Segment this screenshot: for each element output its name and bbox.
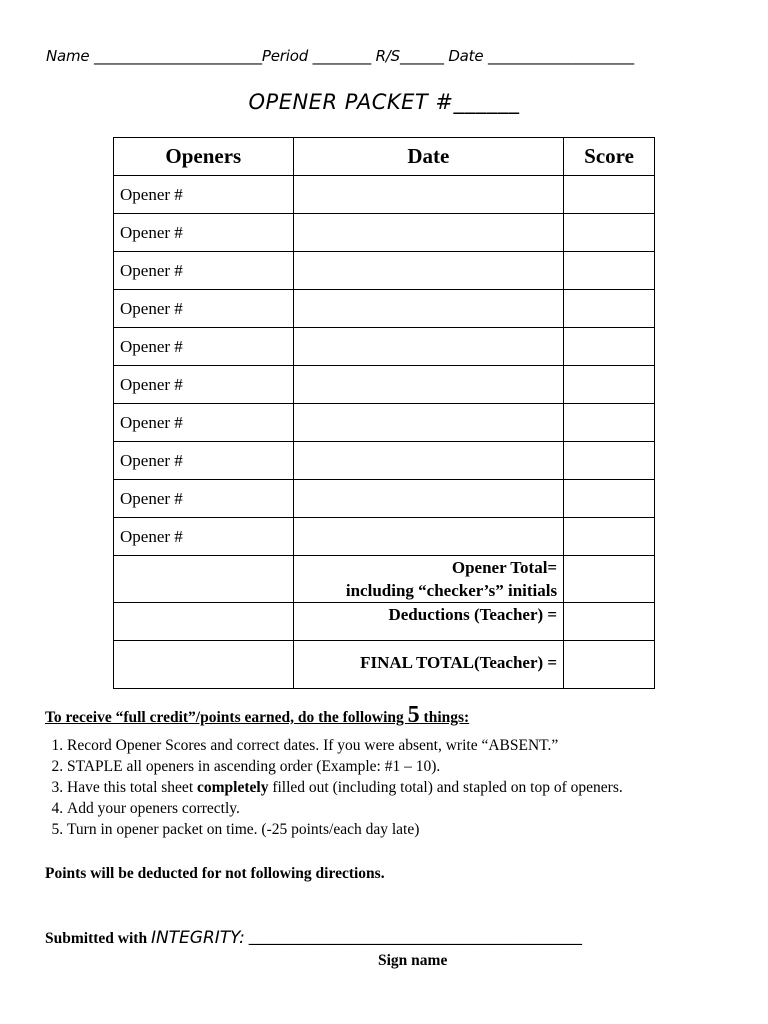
opener-total-line1: Opener Total= <box>451 558 558 577</box>
instructions-heading <box>45 702 745 729</box>
table-header-row <box>114 138 655 176</box>
opener-row <box>114 366 655 404</box>
opener-row <box>114 442 655 480</box>
final-total-label: FINAL TOTAL(Teacher) = <box>293 641 564 689</box>
opener-score-cell[interactable] <box>564 290 655 328</box>
submit-integrity-line <box>45 928 582 948</box>
opener-score-cell[interactable] <box>564 518 655 556</box>
opener-label: Opener # <box>114 480 294 518</box>
opener-row <box>114 518 655 556</box>
opener-total-line2: including “checker’s” initials <box>345 581 558 600</box>
opener-date-cell[interactable] <box>293 252 564 290</box>
final-total-row <box>114 641 655 689</box>
instructions-section <box>45 702 745 840</box>
packet-title: OPENER PACKET #______ <box>248 90 520 114</box>
header-score: Score <box>564 138 655 176</box>
opener-label: Opener # <box>114 366 294 404</box>
opener-date-cell[interactable] <box>293 366 564 404</box>
opener-label: Opener # <box>114 518 294 556</box>
submit-text: Submitted with <box>45 930 151 947</box>
opener-label: Opener # <box>114 328 294 366</box>
header-openers: Openers <box>114 138 294 176</box>
opener-score-cell[interactable] <box>564 480 655 518</box>
opener-date-cell[interactable] <box>293 290 564 328</box>
opener-date-cell[interactable] <box>293 404 564 442</box>
final-blank-cell <box>114 641 294 689</box>
opener-date-cell[interactable] <box>293 328 564 366</box>
opener-total-row <box>114 556 655 603</box>
opener-total-score-cell[interactable] <box>564 556 655 603</box>
header-fields-line: Name _______________________Period ________ R/S______ Date ____________________ <box>46 47 634 65</box>
instruction-3-pre: Have this total sheet <box>67 779 197 796</box>
sign-name-label: Sign name <box>378 952 448 969</box>
opener-score-cell[interactable] <box>564 404 655 442</box>
opener-row <box>114 290 655 328</box>
opener-row <box>114 404 655 442</box>
instruction-3-post: filled out (including total) and stapled on top of openers. <box>268 779 623 796</box>
opener-score-cell[interactable] <box>564 328 655 366</box>
integrity-word: INTEGRITY: <box>150 928 245 948</box>
opener-row <box>114 252 655 290</box>
signature-blank: ___________________________________________ <box>244 930 582 947</box>
instruction-item: 4. Add your openers correctly. <box>67 798 745 819</box>
opener-label: Opener # <box>114 290 294 328</box>
final-total-score-cell[interactable] <box>564 641 655 689</box>
opener-score-cell[interactable] <box>564 252 655 290</box>
opener-score-cell[interactable] <box>564 442 655 480</box>
heading-text-pre: To receive “full credit”/points earned, do the following <box>45 709 408 726</box>
opener-date-cell[interactable] <box>293 442 564 480</box>
opener-row <box>114 328 655 366</box>
deductions-row <box>114 603 655 641</box>
deduction-note: Points will be deducted for not following directions. <box>45 865 385 882</box>
opener-score-cell[interactable] <box>564 214 655 252</box>
opener-label: Opener # <box>114 252 294 290</box>
opener-date-cell[interactable] <box>293 518 564 556</box>
opener-label: Opener # <box>114 442 294 480</box>
deductions-blank-cell <box>114 603 294 641</box>
deductions-score-cell[interactable] <box>564 603 655 641</box>
opener-label: Opener # <box>114 404 294 442</box>
opener-label: Opener # <box>114 176 294 214</box>
opener-date-cell[interactable] <box>293 176 564 214</box>
opener-score-cell[interactable] <box>564 366 655 404</box>
instructions-list <box>45 735 745 840</box>
opener-date-cell[interactable] <box>293 214 564 252</box>
opener-total-label <box>293 556 564 603</box>
instruction-item <box>67 777 745 798</box>
opener-label: Opener # <box>114 214 294 252</box>
instruction-item: 1. Record Opener Scores and correct dates. If you were absent, write “ABSENT.” <box>67 735 745 756</box>
instruction-item: 5. Turn in opener packet on time. (-25 points/each day late) <box>67 819 745 840</box>
heading-number: 5 <box>407 702 420 728</box>
opener-date-cell[interactable] <box>293 480 564 518</box>
total-blank-cell <box>114 556 294 603</box>
opener-row <box>114 214 655 252</box>
opener-score-cell[interactable] <box>564 176 655 214</box>
deductions-label: Deductions (Teacher) = <box>293 603 564 641</box>
opener-row <box>114 176 655 214</box>
header-date: Date <box>293 138 564 176</box>
instruction-item: 2. STAPLE all openers in ascending order (Example: #1 – 10). <box>67 756 745 777</box>
opener-score-table <box>113 137 655 689</box>
instruction-3-bold: completely <box>197 779 269 796</box>
opener-row <box>114 480 655 518</box>
heading-text-post: things: <box>419 709 470 726</box>
